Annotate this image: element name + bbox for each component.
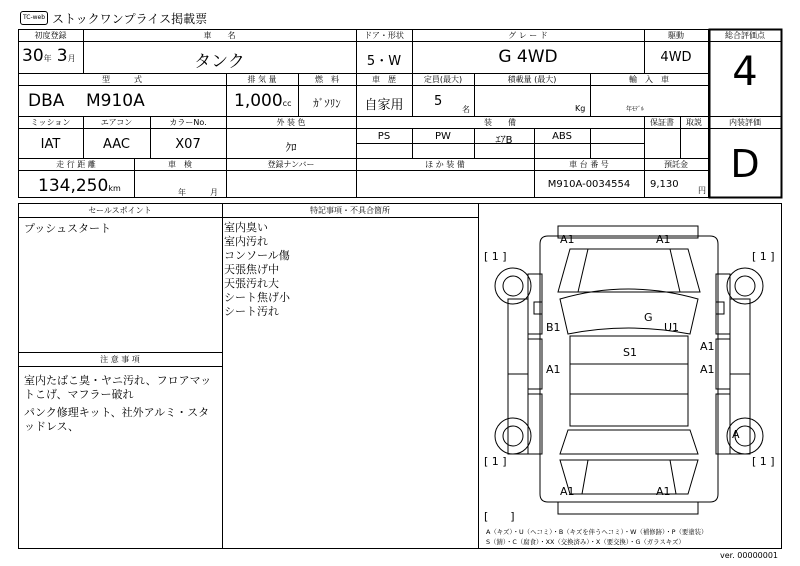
brand-logo: TC-web (20, 11, 48, 25)
header-color: カラーNo. (169, 118, 207, 127)
damage-right-front-door: A1 (700, 340, 715, 353)
header-aircon: エアコン (100, 118, 133, 127)
note-item: 天張汚れ大 (224, 277, 279, 290)
bracket-bottom-left: [ 1 ] (484, 455, 507, 468)
displacement-value: 1,000 (234, 91, 283, 111)
legend-line-2: S（錆）・C（腐食）・XX（交換済み）・X（要交換）・G（ガラスキズ） (486, 538, 685, 546)
header-drive: 駆動 (668, 31, 684, 40)
displacement (234, 91, 298, 111)
header-capacity: 定員(最大) (423, 75, 463, 84)
equipment-ps: PS (377, 131, 391, 142)
legend-line-1: A（キズ）・U（ヘコミ）・B（キズを伴うヘコミ）・W（補修跡）・P（要塗装） (486, 528, 708, 536)
header-load: 積載量 (最大) (507, 75, 557, 84)
header-exterior: 外 装 色 (276, 118, 306, 127)
car-name: タンク (194, 52, 245, 72)
version-label: ver. 00000001 (720, 551, 779, 560)
car-damage-diagram (478, 204, 781, 548)
load-unit: Kg (575, 104, 586, 113)
damage-right-rear: A1 (700, 363, 715, 376)
note-item: 室内汚れ (224, 235, 268, 248)
interior-score: D (730, 142, 760, 186)
first-reg-month: 3 (56, 46, 68, 66)
damage-rear-left: A1 (560, 485, 575, 498)
damage-front-left: A1 (560, 233, 575, 246)
damage-u1: U1 (664, 321, 680, 334)
first-reg-value (22, 46, 84, 72)
drive: 4WD (660, 50, 692, 65)
grade: G 4WD (498, 47, 558, 67)
mission: IAT (40, 137, 61, 152)
header-grade: グ レ ー ド (508, 31, 548, 40)
first-reg-year-unit: 年 (43, 54, 52, 63)
chassis-number: M910A-0034554 (547, 179, 631, 190)
header-import: 輸 入 車 (629, 75, 669, 84)
header-chassis: 車 台 番 号 (569, 160, 609, 169)
sales-point-item: プッシュスタート (24, 222, 112, 235)
bracket-bottom-right: [ 1 ] (752, 455, 775, 468)
mileage (38, 176, 121, 196)
color-no: X07 (175, 137, 201, 152)
header-mission: ミッション (30, 118, 71, 127)
header-deposit: 預託金 (664, 160, 688, 169)
header-warranty: 保証書 (650, 118, 674, 127)
bracket-top-left: [ 1 ] (484, 250, 507, 263)
note-item: 天張焦げ中 (224, 263, 279, 276)
mileage-value: 134,250 (38, 176, 109, 196)
deposit-unit: 円 (698, 186, 706, 195)
bracket-top-right: [ 1 ] (752, 250, 775, 263)
first-reg-year: 30 (22, 46, 44, 66)
door-type: 5・W (366, 54, 402, 69)
aircon: AAC (103, 137, 130, 152)
damage-rear-right: A1 (656, 485, 671, 498)
model-code: M910A (86, 91, 145, 111)
fuel: ｶﾞｿﾘﾝ (313, 97, 341, 110)
equipment-airbag: ｴｱB (495, 135, 513, 146)
displacement-unit: cc (282, 99, 292, 108)
note-item: シート焦げ小 (224, 291, 290, 304)
car-history: 自家用 (364, 98, 404, 113)
header-caution: 注 意 事 項 (100, 355, 140, 364)
header-notes: 特記事項・不具合箇所 (310, 206, 390, 215)
damage-left-rear: A1 (546, 363, 561, 376)
header-fuel: 燃 料 (315, 75, 339, 84)
header-displacement: 排 気 量 (247, 75, 277, 84)
damage-b1: B1 (546, 321, 561, 334)
first-reg-month-unit: 月 (67, 54, 76, 63)
header-equipment: 装 備 (484, 118, 516, 127)
damage-glass: G (644, 311, 653, 324)
header-interior: 内装評価 (729, 118, 761, 127)
damage-front-right: A1 (656, 233, 671, 246)
header-plate: 登録ナンバー (267, 160, 315, 169)
header-history: 車 歴 (372, 75, 396, 84)
header-model: 型 式 (102, 75, 142, 84)
header-door: ドア・形状 (364, 31, 404, 40)
page-title: ストックワンプライス掲載票 (52, 12, 208, 26)
caution-item: 室内たばこ臭・ヤニ汚れ、フロアマットこげ、マフラー破れ (24, 374, 212, 401)
note-item: シート汚れ (224, 305, 279, 318)
damage-s1: S1 (623, 346, 637, 359)
mileage-unit: km (108, 184, 121, 193)
damage-rear-wheel: A (732, 428, 740, 441)
header-inspection: 車 検 (168, 160, 192, 169)
caution-item: パンク修理キット、社外アルミ・スタッドレス、 (24, 406, 210, 433)
header-car-name: 車 名 (203, 31, 236, 40)
notes-list (224, 221, 474, 319)
deposit-value: 9,130 (650, 179, 679, 190)
import-model-year: 年ﾓﾃﾞﾙ (626, 106, 645, 113)
overall-score: 4 (732, 49, 758, 95)
bracket-bottom: [ ] (484, 510, 515, 523)
equipment-abs: ABS (552, 131, 572, 142)
caution-list (24, 374, 216, 434)
note-item: 室内臭い (224, 221, 268, 234)
header-first-reg: 初度登録 (34, 31, 67, 40)
note-item: コンソール傷 (224, 249, 290, 262)
header-overall: 総合評価点 (725, 31, 765, 40)
exterior-color: ｸﾛ (285, 141, 297, 154)
header-manual: 取説 (686, 118, 702, 127)
inspection-month-unit: 月 (210, 188, 218, 197)
inspection-year-unit: 年 (178, 188, 186, 197)
header-sales-point: セールスポイント (88, 206, 152, 215)
equipment-pw: PW (435, 131, 451, 142)
capacity-value: 5 (434, 94, 443, 109)
capacity-unit: 名 (462, 105, 470, 114)
header-other-equipment: ほ か 装 備 (425, 160, 465, 169)
header-mileage: 走 行 距 離 (56, 160, 96, 169)
model-prefix: DBA (28, 91, 65, 111)
